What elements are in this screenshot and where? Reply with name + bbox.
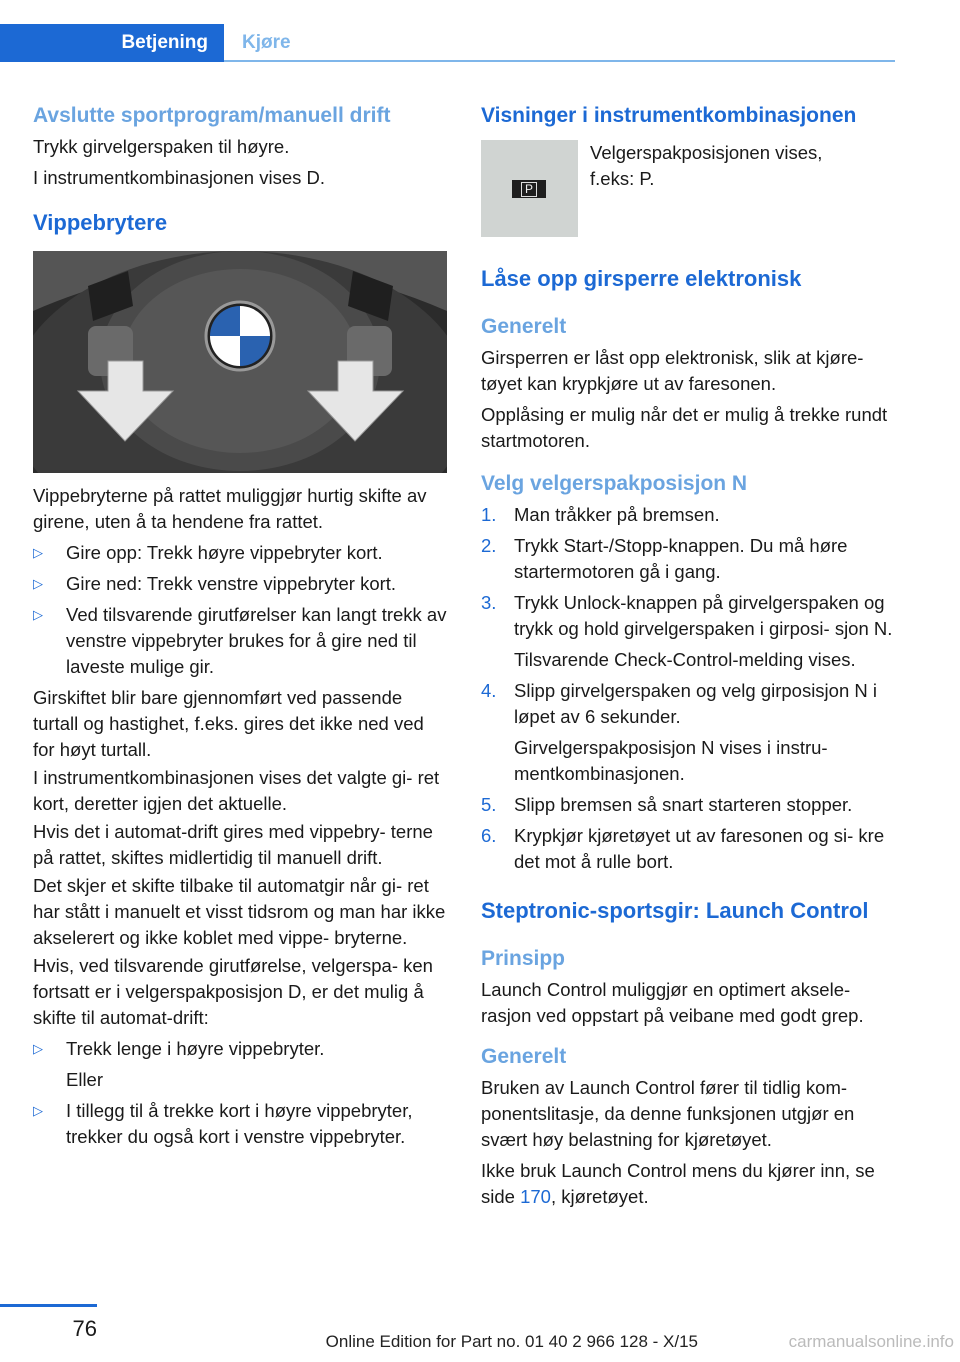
- heading-sport-exit: Avslutte sportprogram/manuell drift: [33, 104, 391, 127]
- list-item: ▷ Gire ned: Trekk venstre vippebryter kort.: [33, 571, 447, 597]
- paragraph: Velgerspakposisjonen vises, f.eks: P.: [590, 142, 823, 189]
- heading-launch-control: Steptronic-sportsgir: Launch Control: [481, 898, 869, 923]
- paragraph: Vippebryterne på rattet muliggjør hurtig skifte av girene, uten å ta hendene fra rattet.: [33, 485, 427, 532]
- list-item: ▷ Ved tilsvarende girutførelser kan langt trekk av venstre vippebryter brukes for å gire ned til laveste mulige gir.: [33, 602, 447, 680]
- paragraph: Hvis, ved tilsvarende girutførelse, velgerspa‐ ken fortsatt er i velgerspakposisjon D, er det mulig å skifte til automat-drift:: [33, 955, 433, 1028]
- list-item: ▷ Gire opp: Trekk høyre vippebryter kort.: [33, 540, 447, 566]
- triangle-bullet-icon: ▷: [33, 607, 43, 622]
- list-item: ▷ Trekk lenge i høyre vippebryter.: [33, 1036, 447, 1062]
- paragraph: Bruken av Launch Control fører til tidlig kom‐ ponentslitasje, da denne funksjonen utgjør en svært høy belastning for kjøretøyet.: [481, 1077, 855, 1150]
- step-note: Tilsvarende Check-Control-melding vises.: [514, 649, 856, 670]
- paragraph: I instrumentkombinasjonen vises D.: [33, 167, 326, 188]
- paragraph: Launch Control muliggjør en optimert aksele‐ rasjon ved oppstart på veibane med godt grep.: [481, 979, 864, 1026]
- step-note: Girvelgerspakposisjon N vises i instru‐ mentkombinasjonen.: [514, 737, 828, 784]
- paragraph: Opplåsing er mulig når det er mulig å trekke rundt startmotoren.: [481, 404, 888, 451]
- paragraph: Trykk girvelgerspaken til høyre.: [33, 136, 290, 157]
- triangle-bullet-icon: ▷: [33, 576, 43, 591]
- edition-note: Online Edition for Part no. 01 40 2 966 128 - X/15: [325, 1332, 698, 1351]
- right-column: [481, 100, 901, 1215]
- heading-general: Generelt: [481, 1045, 567, 1068]
- paragraph: I instrumentkombinasjonen vises det valgte gi‐ ret kort, deretter igjen det aktuelle.: [33, 767, 440, 814]
- page-link-170[interactable]: 170: [520, 1186, 551, 1207]
- footer-rule: [0, 1304, 97, 1307]
- list-item: 5. Slipp bremsen så snart starteren stopper.: [481, 794, 853, 815]
- paragraph: Det skjer et skifte tilbake til automatgir når gi‐ ret har stått i manuelt et visst tidsrom og man har ikke akselerert og ikke koblet med vippe‐ bryterne.: [33, 875, 446, 948]
- list-item: 6. Krypkjør kjøretøyet ut av faresonen og si‐ kre det mot å rulle bort.: [481, 825, 885, 872]
- list-item: 3. Trykk Unlock-knappen på girvelgerspaken og trykk og hold girvelgerspaken i girposi‐ sjon N.: [481, 592, 893, 639]
- gear-p-glyph: P: [521, 182, 537, 197]
- display-block: [481, 140, 901, 237]
- triangle-bullet-icon: ▷: [33, 1041, 43, 1056]
- heading-select-n: Velg velgerspakposisjon N: [481, 472, 748, 495]
- tab-kjore[interactable]: Kjøre: [242, 32, 291, 53]
- paragraph: Ikke bruk Launch Control mens du kjører inn, se side 170, kjøretøyet.: [481, 1160, 875, 1207]
- list-item: 1. Man tråkker på bremsen.: [481, 504, 720, 525]
- heading-unlock: Låse opp girsperre elektronisk: [481, 266, 802, 291]
- list-item: 4. Slipp girvelgerspaken og velg girposisjon N i løpet av 6 sekunder.: [481, 680, 877, 727]
- paragraph: Girskiftet blir bare gjennomført ved passende turtall og hastighet, f.eks. gires det ikke ned ved for høyt turtall.: [33, 687, 424, 760]
- steering-wheel-image: [33, 251, 447, 473]
- gear-indicator-image: [481, 140, 578, 237]
- triangle-bullet-icon: ▷: [33, 545, 43, 560]
- paragraph-eller: Eller: [66, 1069, 104, 1090]
- tab-betjening[interactable]: Betjening: [0, 24, 224, 62]
- triangle-bullet-icon: ▷: [33, 1103, 43, 1118]
- heading-display: Visninger i instrumentkombinasjonen: [481, 104, 857, 127]
- heading-general: Generelt: [481, 315, 567, 338]
- left-column: [33, 100, 447, 1155]
- list-item: ▷ I tillegg til å trekke kort i høyre vippebryter, trekker du også kort i venstre vippebryter.: [33, 1098, 447, 1150]
- heading-principle: Prinsipp: [481, 947, 566, 970]
- page-number: 76: [72, 1316, 97, 1341]
- list-item: 2. Trykk Start-/Stopp-knappen. Du må høre startermotoren gå i gang.: [481, 535, 848, 582]
- watermark: carmanualsonline.info: [788, 1332, 954, 1351]
- paragraph: Girsperren er låst opp elektronisk, slik at kjøre‐ tøyet kan krypkjøre ut av faresonen.: [481, 347, 864, 394]
- paragraph: Hvis det i automat-drift gires med vippebry‐ terne på rattet, skiftes midlertidig til manuell drift.: [33, 821, 433, 868]
- header-bar: [0, 24, 895, 62]
- heading-paddles: Vippebrytere: [33, 210, 168, 235]
